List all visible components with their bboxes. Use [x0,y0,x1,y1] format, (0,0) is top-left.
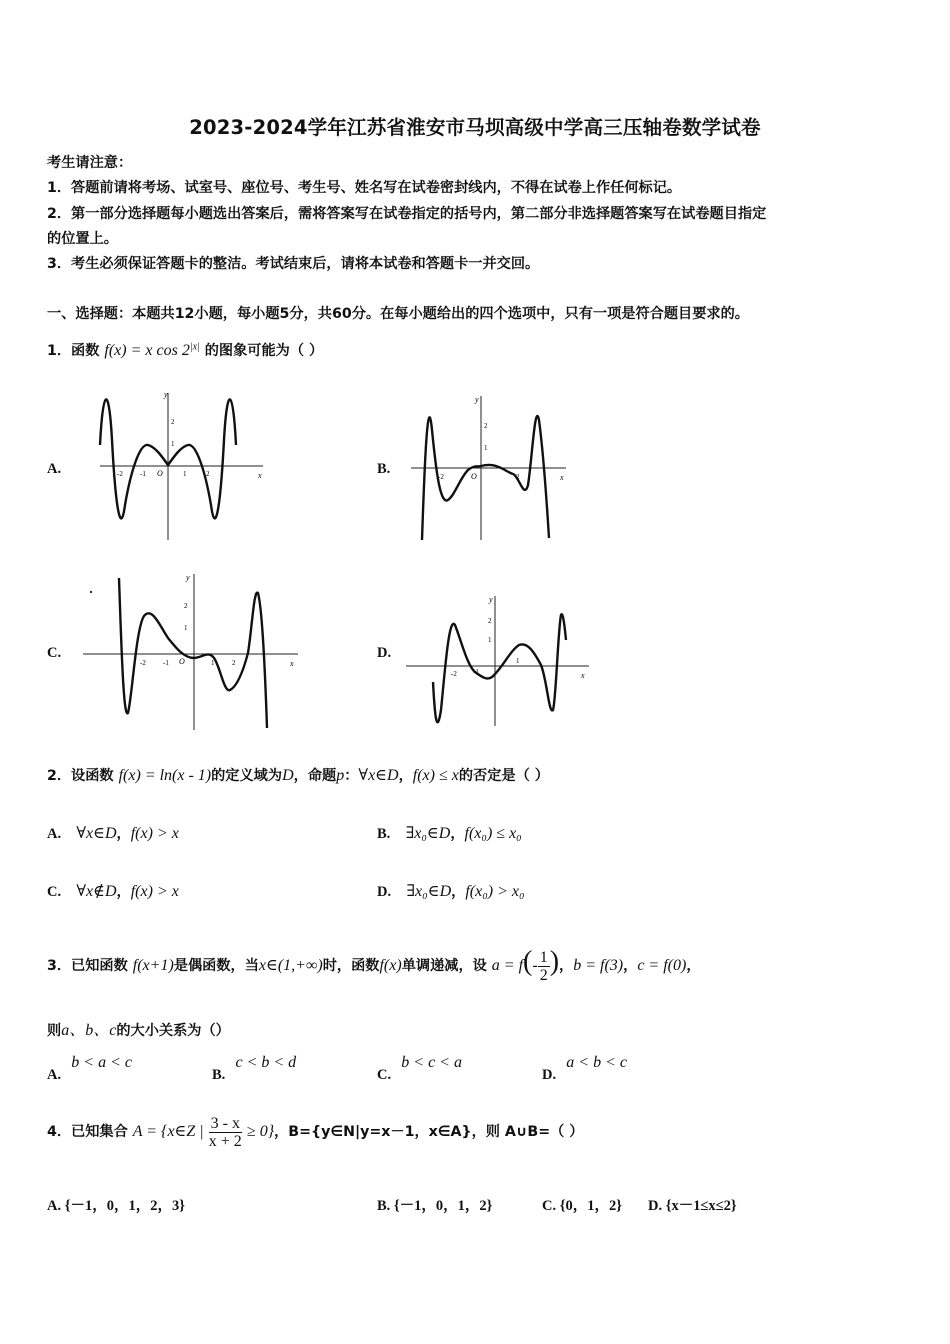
q3-a-left: a = f [491,957,524,974]
y-axis-label: y [489,595,493,604]
q1-stem [47,340,323,360]
q3-mid3: 单调递减，设 [401,958,487,974]
q3-option-d[interactable] [542,1052,627,1082]
q1-graph-a [95,385,270,545]
q1-graph-c [78,568,303,733]
q2-option-b-cond: ∃x₀∈D [405,825,451,842]
curve [119,578,267,728]
q3-option-c[interactable] [377,1052,462,1082]
tick-m1: -1 [163,659,169,667]
y-axis-label: y [475,395,479,404]
q3-option-c-expr: b < c < a [401,1054,462,1071]
tick-m2: -2 [438,473,444,481]
section-heading: 一、选择题：本题共12小题，每小题5分，共60分。在每小题给出的四个选项中，只有一项是符合题目要求的。 [47,306,749,322]
q4-rest: ，B={y∈N|y=x－1，x∈A}，则 A∪B=（ ） [274,1124,584,1140]
q3-a-den: 2 [539,966,548,984]
q2-option-b-label: B. [377,826,391,842]
tick-p2: 2 [232,659,236,667]
tick-y1: 1 [488,636,492,644]
tick-y2: 2 [171,418,175,426]
q1-graph-d [403,590,593,730]
q2-option-c-label: C. [47,884,62,900]
q3-cond: x∈(1,+∞) [258,957,323,974]
notice-item-1: 1．答题前请将考场、试室号、座位号、考生号、姓名写在试卷密封线内，不得在试卷上作任何标记。 [47,180,682,196]
q4-option-c-text: {0，1，2} [559,1198,622,1214]
y-axis-label: y [186,573,190,582]
q3-line2 [47,1017,230,1040]
tick-p1: 1 [183,470,187,478]
q2-option-a-cond: ∀x∈D [76,825,117,842]
q3-stem: 3．已知函数 f(x+1)是偶函数，当x∈(1,+∞)时，函数f(x)单调递减，设 a = f(- $\frac{1}{2}$ )，b = f(3)，c = f(0)， [47,946,701,984]
q2-option-c-ineq: f(x) > x [130,883,179,900]
q4-option-b-label: B. [377,1198,391,1214]
q2-option-d-cond: ∃x₀∈D [406,883,452,900]
notice-heading: 考生请注意： [47,155,133,171]
q3-c: c = f(0) [637,957,687,974]
q2-option-b[interactable]: B. ∃x₀∈D，f(x₀) ≤ x₀ [377,825,522,842]
q2-colon: ： [344,768,359,784]
tick-y1: 1 [171,440,175,448]
q4-option-d[interactable] [648,1194,737,1215]
q2-ineq: f(x) ≤ x [412,767,459,784]
q3-f2: f(x) [379,957,402,974]
x-axis-label: x [581,671,585,680]
q2-option-d-ineq: f(x₀) > x₀ [465,883,525,900]
q1-option-b-label[interactable]: B. [377,461,391,477]
q2-prop: p [336,767,345,784]
q2-option-a[interactable]: A. ∀x∈D，f(x) > x [47,825,179,842]
origin-label: O [157,469,163,478]
tick-p2: 2 [516,473,520,481]
q4-a-fraction [209,1115,242,1150]
q4-prefix: 4．已知集合 [47,1124,128,1140]
q2-suffix: 的否定是（ ） [458,768,549,784]
q1-prefix: 1．函数 [47,343,100,359]
q3-option-a[interactable] [47,1052,132,1082]
q3-prefix: 3．已知函数 [47,958,128,974]
q4-stem [47,1112,583,1152]
q4-option-a[interactable] [47,1194,185,1215]
q3-a-fraction [538,949,550,984]
q3-option-d-label: D. [542,1067,557,1083]
q3-option-a-expr: b < a < c [71,1054,132,1071]
q4-option-d-label: D. [648,1198,663,1214]
q1-exponent: |x| [189,341,200,353]
q2-option-c[interactable]: C. ∀x∉D，f(x) > x [47,883,179,900]
q3-option-c-label: C. [377,1067,392,1083]
q3-option-b-expr: c < b < d [235,1054,297,1071]
q3-a-minus: - [532,957,538,974]
q3-option-b-label: B. [212,1067,226,1083]
tick-y2: 2 [488,617,492,625]
q4-option-b-text: {－1，0，1，2} [393,1198,493,1214]
q4-a-num: 3 - x [210,1114,240,1132]
q4-option-a-text: {－1，0，1，2，3} [64,1198,185,1214]
q1-suffix: 的图象可能为（ ） [204,343,324,359]
q4-option-c[interactable] [542,1194,622,1215]
q4-option-a-label: A. [47,1198,62,1214]
q3-mid2: 时，函数 [322,958,380,974]
tick-m2: -2 [451,670,457,678]
q3-line2-suf: 的大小关系为（） [116,1023,230,1039]
q4-option-d-text: {x－1≤x≤2} [665,1198,737,1214]
q1-graph-b [408,390,573,545]
q3-option-b[interactable] [212,1052,296,1082]
origin-label: O [471,472,477,481]
q2-option-a-ineq: f(x) > x [130,825,179,842]
q2-function: f(x) = ln(x - 1) [118,767,212,784]
tick-m1: -1 [140,470,146,478]
q3-option-a-label: A. [47,1067,62,1083]
x-axis-label: x [290,659,294,668]
tick-y1: 1 [184,624,188,632]
q1-option-c-label[interactable]: C. [47,645,62,661]
q2-domain: D [282,767,294,784]
origin-label: O [179,657,185,666]
y-axis-label: y [164,390,168,399]
q3-line2-vars: a、b、c [61,1022,117,1039]
tick-p2: 2 [206,470,210,478]
q1-formula: f(x) = x cos 2 [104,342,190,359]
q2-option-d[interactable]: D. ∃x₀∈D，f(x₀) > x₀ [377,883,525,900]
x-axis-label: x [258,471,262,480]
q2-option-b-ineq: f(x₀) ≤ x₀ [464,825,522,842]
q2-mid2: ，命题 [293,768,337,784]
q2-comma: ， [398,768,413,784]
notice-item-3: 3．考生必须保证答题卡的整洁。考试结束后，请将本试卷和答题卡一并交回。 [47,256,540,272]
q2-option-d-label: D. [377,884,392,900]
q4-a-right: ≥ 0} [246,1123,275,1140]
q3-mid1: 是偶函数，当 [173,958,259,974]
q2-stem [47,765,549,785]
tick-y2: 2 [484,422,488,430]
q1-option-a-label[interactable]: A. [47,461,62,477]
notice-item-2-cont: 的位置上。 [47,231,118,247]
page-title: 2023-2024学年江苏省淮安市马坝高级中学高三压轴卷数学试卷 [189,116,761,139]
q2-forall: ∀x∈D [358,767,399,784]
stray-dot [90,591,92,593]
tick-y2: 2 [184,602,188,610]
tick-p1: 1 [211,659,215,667]
tick-m1: -1 [473,668,479,676]
q2-option-a-label: A. [47,826,62,842]
q3-option-d-expr: a < b < c [566,1054,627,1071]
q2-prefix: 2．设函数 [47,768,114,784]
q4-a-den: x + 2 [208,1132,242,1150]
q3-f1: f(x+1) [132,957,174,974]
q4-option-c-label: C. [542,1198,557,1214]
q2-option-c-cond: ∀x∉D [76,883,117,900]
curve [433,614,566,722]
tick-m2: -2 [117,470,123,478]
q3-b: b = f(3) [573,957,624,974]
tick-p1: 1 [516,657,520,665]
notice-item-2: 2．第一部分选择题每小题选出答案后，需将答案写在试卷指定的括号内，第二部分非选择题答案写在试卷题目指定 [47,206,767,222]
q3-line2-pre: 则 [47,1023,62,1039]
q4-option-b[interactable] [377,1194,492,1215]
q3-a-num: 1 [539,948,548,966]
x-axis-label: x [560,473,564,482]
q1-option-d-label[interactable]: D. [377,645,392,661]
tick-y1: 1 [484,444,488,452]
q2-mid1: 的定义域为 [211,768,283,784]
tick-m2: -2 [140,659,146,667]
q4-a-left: A = {x∈Z | [132,1123,204,1140]
